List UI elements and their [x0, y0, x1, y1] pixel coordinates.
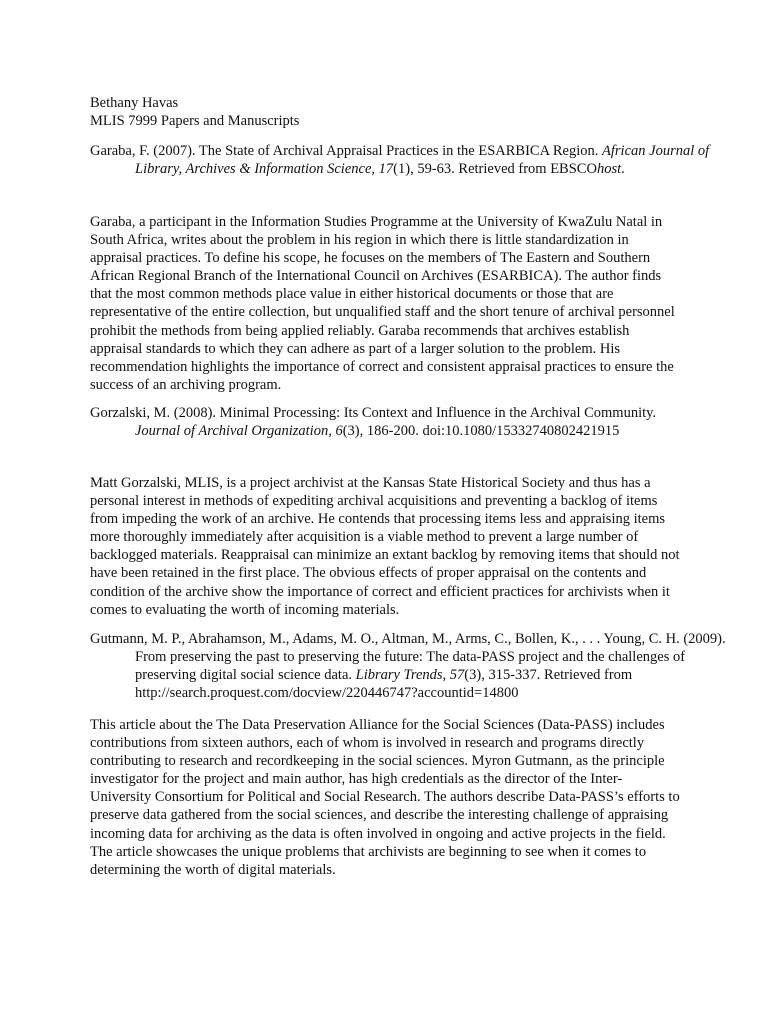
citation-journal: African Journal of Library, Archives & Information Science, 17 — [135, 143, 710, 178]
author-name: Bethany Havas — [90, 95, 179, 111]
citation-2 — [90, 404, 695, 440]
citation-details: (3), 315-337. Retrieved from http://search.proquest.com/docview/220446747?accountid=14800 — [135, 667, 633, 702]
citation-text: Garaba, F. (2007). The State of Archival Appraisal Practices in the ESARBICA Region. — [90, 143, 603, 159]
citation-details: (3), 186-200. doi:10.1080/15332740802421915 — [342, 423, 620, 440]
summary-1: Garaba, a participant in the Information Studies Programme at the University of KwaZulu Natal in South Africa, writes about the problem in his region in which there is little standardization in appraisal practices. To define his scope, he focuses on the members of The Eastern and Southern African Regional Branch of the International Council on Archives (ESARBICA). The author finds that the most common methods place value in either historical documents or those that are representative of the entire collection, but unqualified staff and the short tenure of archival personnel prohibit the methods from being applied reliably. Garaba recommends that archives establish appraisal standards to which they can adhere as part of a larger solution to the problem. His recommendation highlights the importance of correct and consistent appraisal practices to ensure the success of an archiving program. — [90, 214, 675, 393]
citation-3 — [90, 630, 740, 702]
citation-details: (1), 59-63. Retrieved from EBSCO — [393, 161, 597, 178]
citation-journal: Journal of Archival Organization, 6 — [135, 423, 343, 440]
citation-text: Gorzalski, M. (2008). Minimal Processing: Its Context and Influence in the Archival Community. — [90, 405, 657, 421]
document-header — [90, 94, 299, 130]
course-title: MLIS 7999 Papers and Manuscripts — [90, 113, 300, 129]
citation-1 — [90, 142, 735, 178]
citation-journal: Library Trends, 57 — [355, 667, 465, 684]
summary-3: This article about the The Data Preservation Alliance for the Social Sciences (Data-PASS) includes contributions from sixteen authors, each of whom is involved in research and programs directly contributing to research and recordkeeping in the social sciences. Myron Gutmann, as the principle investigator for the project and main author, has high credentials as the director of the Inter-University Consortium for Political and Social Research. The authors describe Data-PASS’s efforts to preserve data gathered from the social sciences, and describe the interesting challenge of appraising incoming data for archiving as the data is often involved in ongoing and active projects in the field. The article showcases the unique problems that archivists are beginning to see when it comes to determining the worth of digital materials. — [90, 717, 680, 878]
citation-host: host — [596, 161, 622, 178]
citation-text: Gutmann, M. P., Abrahamson, M., Adams, M. O., Altman, M., Arms, C., Bollen, K., . . . Young, C. H. (2009). From preserving the past to preserving the future: The data-PASS project and the challenges of preserving digital social science data. — [90, 631, 726, 684]
summary-2: Matt Gorzalski, MLIS, is a project archivist at the Kansas State Historical Society and thus has a personal interest in methods of expediting archival acquisitions and preventing a backlog of items from impeding the work of an archive. He contends that processing items less and appraising items more thoroughly immediately after acquisition is a viable method to prevent a large number of backlogged materials. Reappraisal can minimize an extant backlog by removing items that should not have been retained in the first place. The obvious effects of proper appraisal on the contents and condition of the archive show the importance of correct and efficient practices for archivists when it comes to evaluating the worth of incoming materials. — [90, 475, 680, 618]
citation-end: . — [621, 161, 625, 178]
